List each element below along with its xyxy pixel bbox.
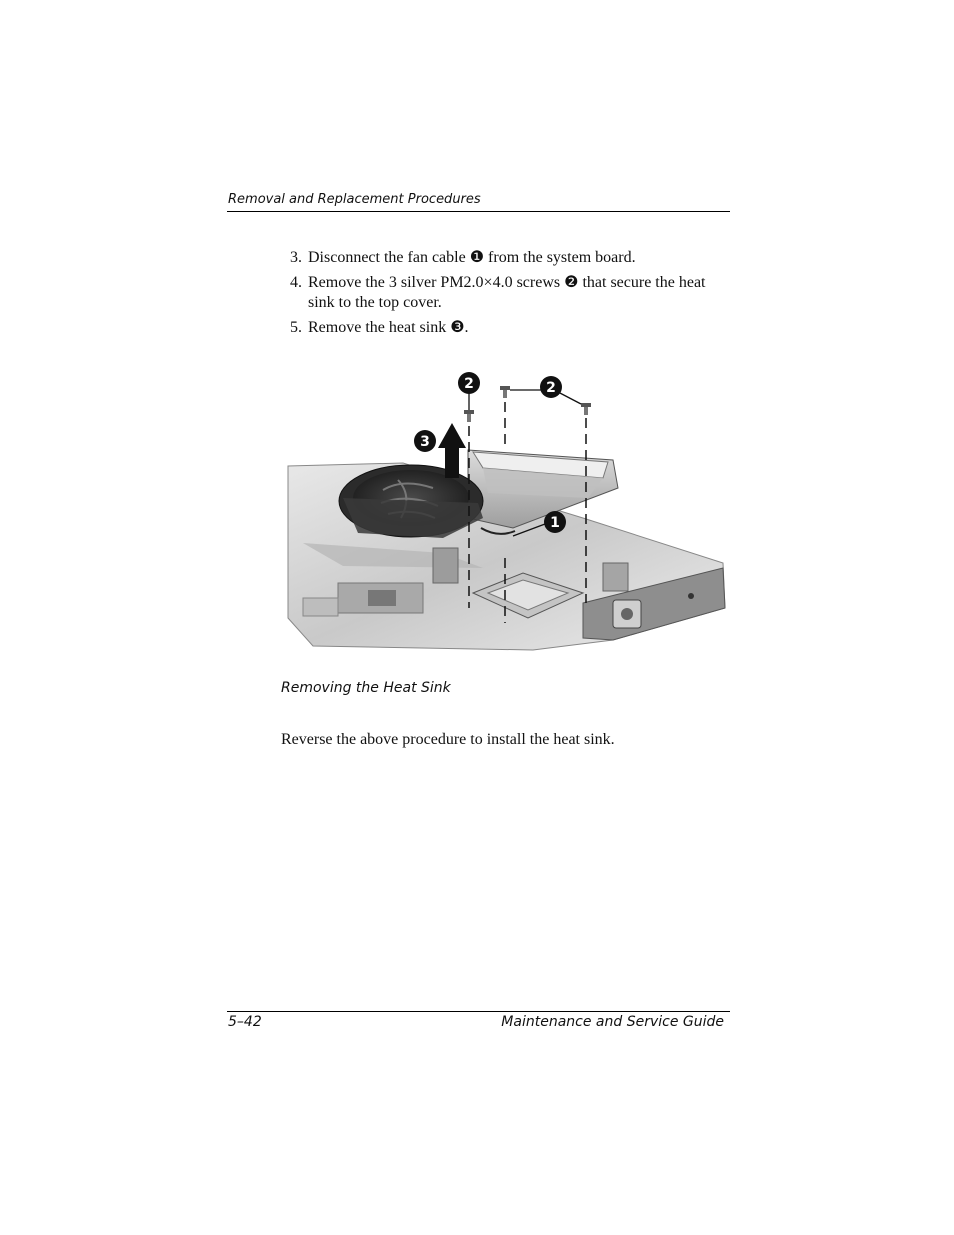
page-number: 5–42 <box>228 1014 262 1030</box>
step-number: 5. <box>290 319 302 336</box>
callout-label: 2 <box>546 380 556 396</box>
heat-sink-removal-illustration <box>283 368 730 658</box>
header-rule <box>227 211 730 212</box>
step-text: Disconnect the fan cable ❶ from the system board. <box>308 249 636 266</box>
footer-rule <box>227 1011 730 1012</box>
running-head: Removal and Replacement Procedures <box>228 192 481 207</box>
callout-2-right <box>540 376 562 398</box>
body-paragraph: Reverse the above procedure to install the heat sink. <box>281 731 615 748</box>
step-text: Remove the 3 silver PM2.0×4.0 screws ❷ that secure the heat sink to the top cover. <box>308 274 706 311</box>
screw-icon <box>581 403 591 415</box>
step-item <box>290 318 730 338</box>
callout-label: 2 <box>464 376 474 392</box>
callout-label: 1 <box>550 515 560 531</box>
callout-label: 3 <box>420 434 430 450</box>
step-number: 3. <box>290 249 302 266</box>
callout-3 <box>414 430 436 452</box>
screw-icon <box>500 386 510 398</box>
step-item <box>290 248 730 268</box>
procedure-steps <box>290 248 730 343</box>
step-text: Remove the heat sink ❸. <box>308 319 469 336</box>
step-number: 4. <box>290 274 302 291</box>
callout-2-left <box>458 372 480 394</box>
guide-title: Maintenance and Service Guide <box>501 1014 724 1030</box>
step-item <box>290 273 730 313</box>
figure-caption: Removing the Heat Sink <box>281 680 451 696</box>
callout-1 <box>544 511 566 533</box>
screw-icon <box>464 410 474 422</box>
